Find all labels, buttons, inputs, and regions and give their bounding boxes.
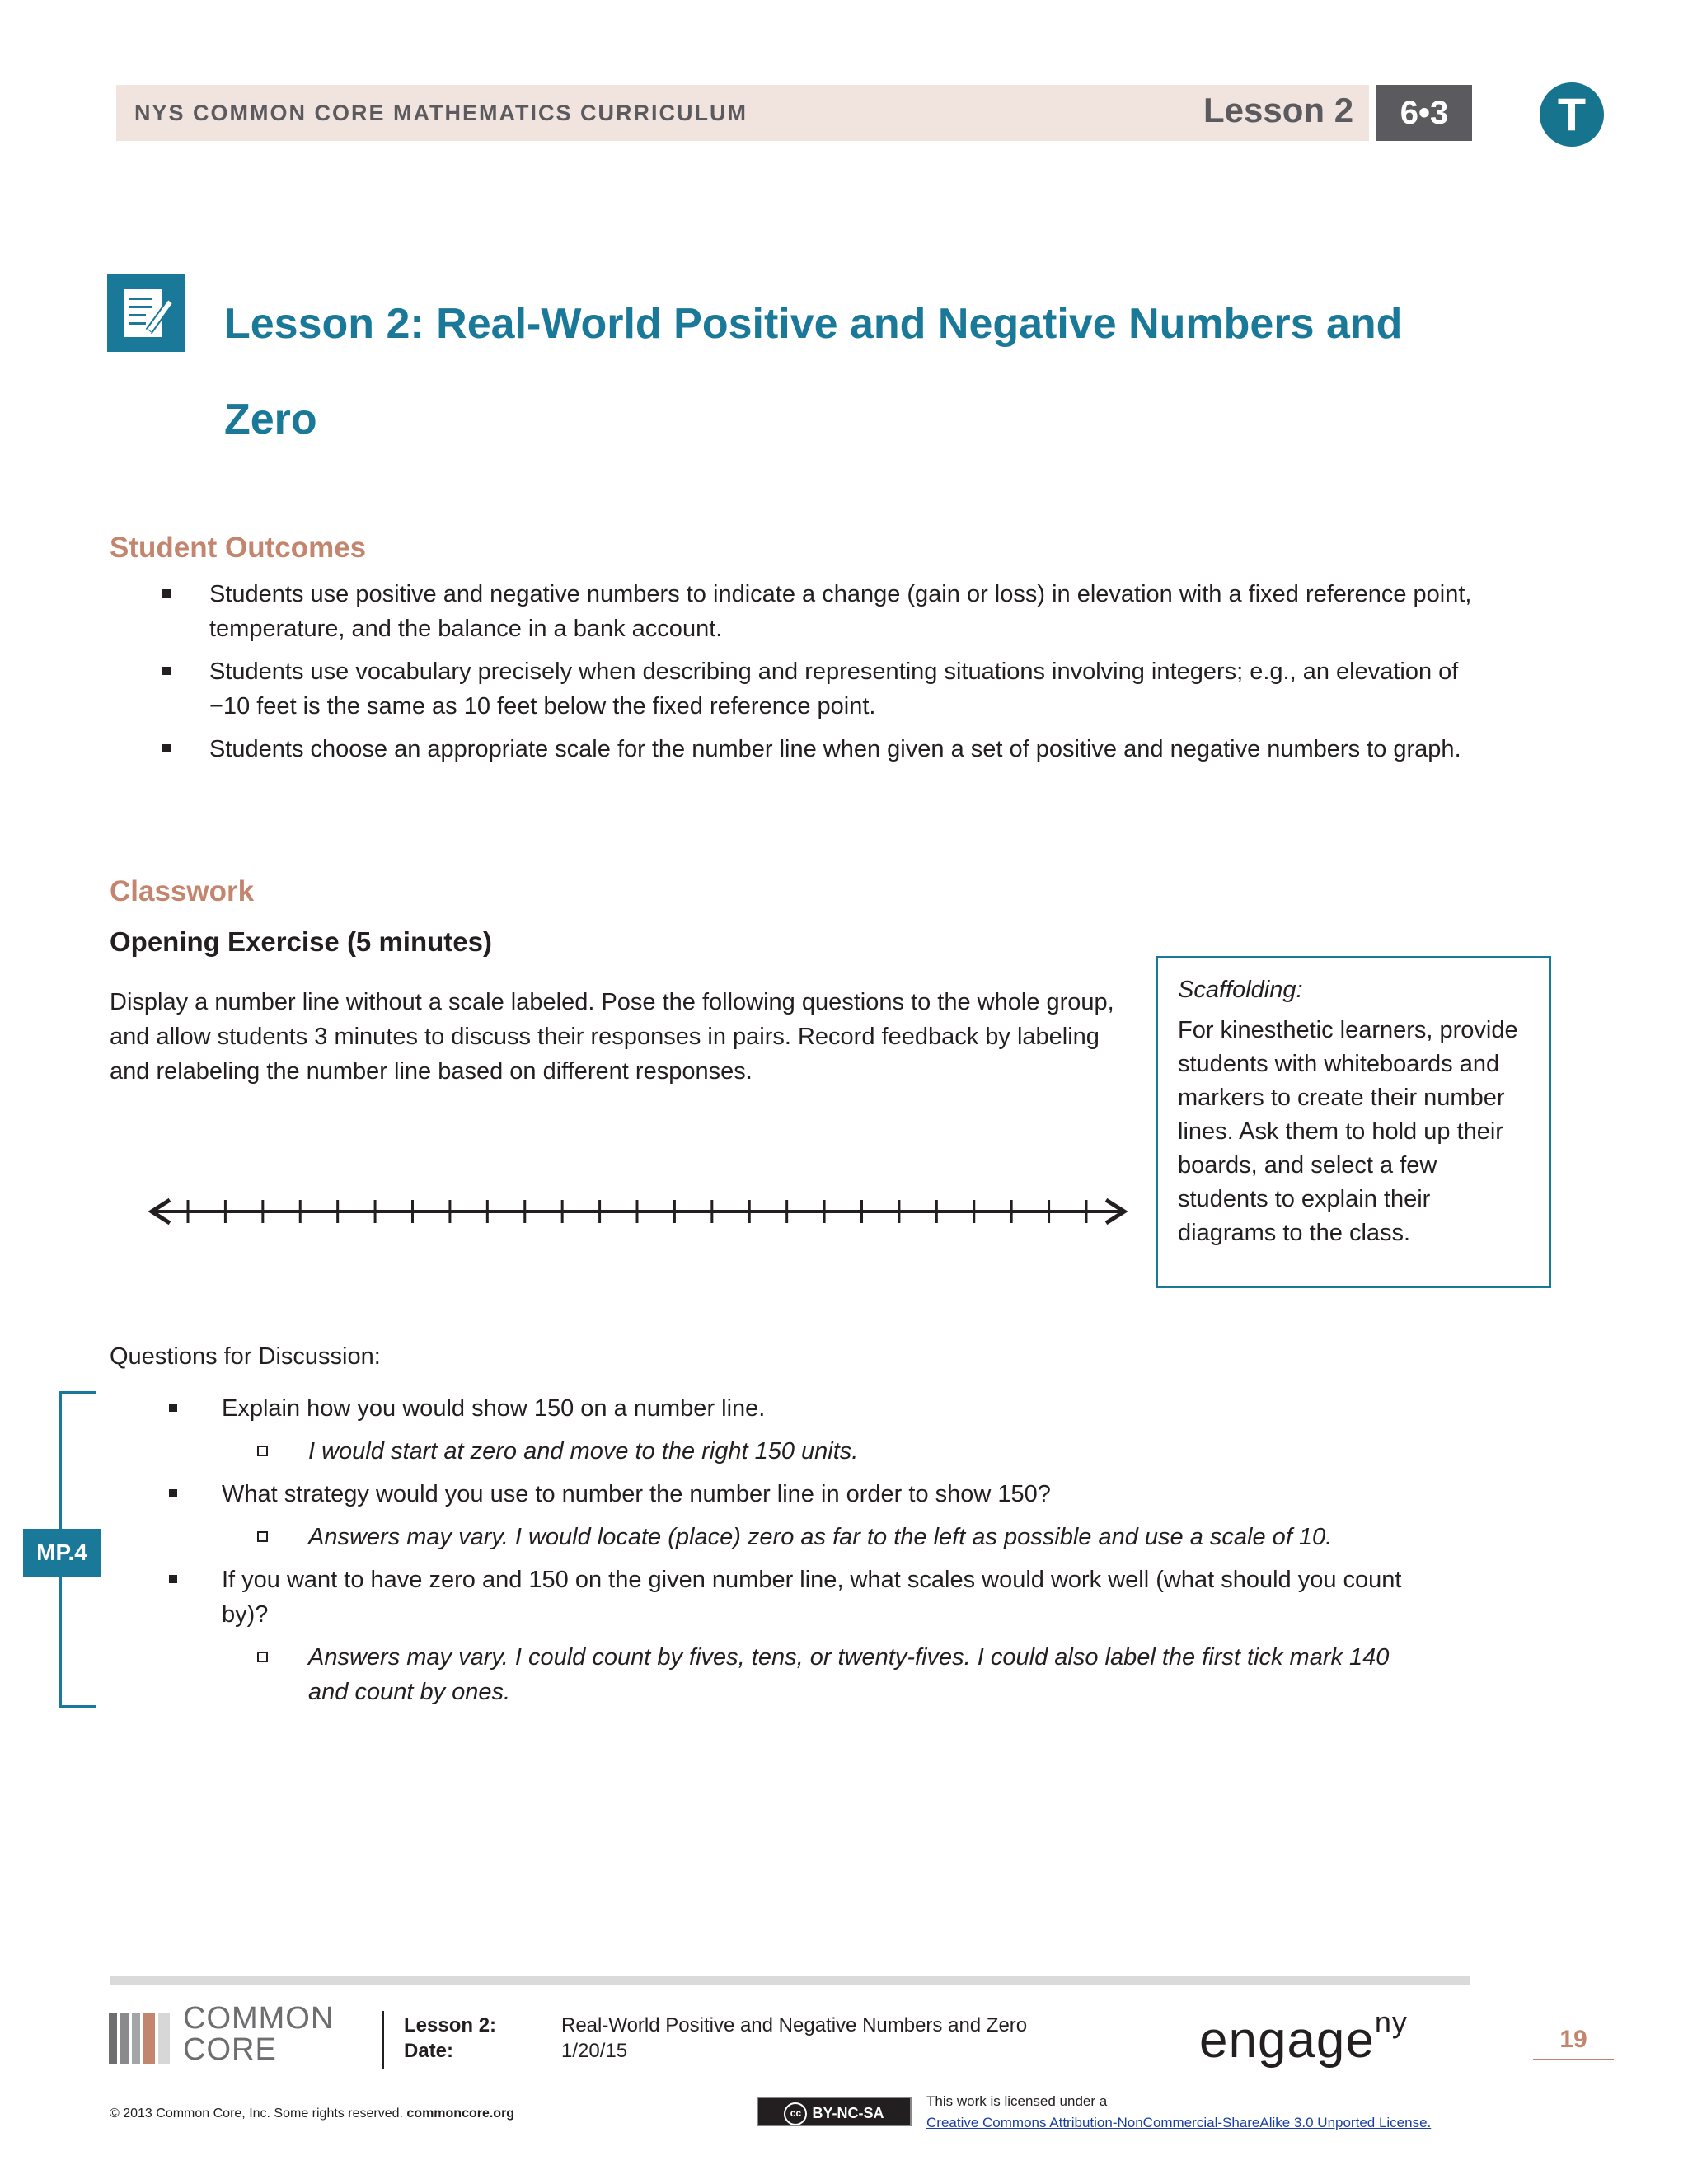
footer-rule <box>110 1976 1470 1985</box>
bullet-icon <box>169 1489 177 1497</box>
module-badge: 6•3 <box>1376 85 1472 141</box>
bullet-icon <box>169 1575 177 1583</box>
footer-labels: Lesson 2: Date: <box>404 2014 497 2062</box>
sub-bullet-icon <box>257 1531 268 1542</box>
page-title: Lesson 2: Real-World Positive and Negative Numbers and Zero <box>224 300 1403 443</box>
footer-divider <box>382 2011 384 2069</box>
bullet-icon <box>162 589 171 598</box>
copyright: © 2013 Common Core, Inc. Some rights reserved. commoncore.org <box>110 2107 515 2121</box>
question: What strategy would you use to number the number line in order to show 150? <box>222 1477 1458 1511</box>
exercise-title: Opening Exercise (5 minutes) <box>110 926 492 957</box>
license-text: This work is licensed under a <box>926 2093 1108 2109</box>
discussion-list <box>222 1391 1458 1709</box>
scaffolding-title: Scaffolding: <box>1178 977 1303 1003</box>
cc-license-badge-icon: cc BY-NC-SA <box>757 2097 912 2126</box>
bullet-icon <box>162 667 171 675</box>
lesson-notebook-icon <box>107 274 185 352</box>
license-link[interactable]: Creative Commons Attribution-NonCommercial-ShareAlike 3.0 Unported License. <box>926 2115 1432 2130</box>
sub-bullet-icon <box>257 1652 268 1662</box>
curriculum-title: NYS COMMON CORE MATHEMATICS CURRICULUM <box>134 101 748 125</box>
header-lesson: Lesson 2 <box>1203 91 1354 129</box>
answer: Answers may vary. I could count by fives, tens, or twenty-fives. I could also label the first tick mark 140 and count by ones. <box>308 1640 1404 1709</box>
common-core-logo-icon <box>109 2013 171 2064</box>
sub-bullet-icon <box>257 1446 268 1456</box>
scaffolding-box <box>1156 956 1551 1288</box>
outcomes-heading: Student Outcomes <box>110 532 367 564</box>
bullet-icon <box>162 744 171 752</box>
discussion-heading: Questions for Discussion: <box>110 1343 381 1370</box>
scaffolding-text: For kinesthetic learners, provide students with whiteboards and markers to create their number lines. Ask them to hold up their boards, and select a few students to explain their diagrams to the class. <box>1178 1017 1518 1246</box>
list-item: Students choose an appropriate scale for the number line when given a set of positive and negative numbers to graph. <box>209 732 1479 766</box>
number-line <box>145 1187 1131 1236</box>
answer: Answers may vary. I would locate (place) zero as far to the left as possible and use a scale of 10. <box>308 1520 1458 1554</box>
teacher-badge: T <box>1540 82 1604 147</box>
common-core-logo-text: COMMON CORE <box>183 2001 335 2067</box>
engageny-logo: engage$^{ny}$ <box>1199 2005 1408 2069</box>
page-number: 19 <box>1533 2026 1614 2060</box>
question: Explain how you would show 150 on a number line. <box>222 1391 1458 1426</box>
classwork-heading: Classwork <box>110 875 255 907</box>
answer: I would start at zero and move to the right 150 units. <box>308 1434 1458 1469</box>
question: If you want to have zero and 150 on the given number line, what scales would work well (what should you count by)? <box>222 1563 1433 1632</box>
exercise-intro: Display a number line without a scale labeled. Pose the following questions to the whole group, and allow students 3 minutes to discuss their responses in pairs. Record feedback by labeling and relabeling the number line based on different responses. <box>110 989 1114 1085</box>
list-item: Students use vocabulary precisely when describing and representing situations involving integers; e.g., an elevation of −10 feet is the same as 10 feet below the fixed reference point. <box>209 654 1479 724</box>
mp-label: MP.4 <box>23 1529 101 1577</box>
outcomes-list <box>209 577 1479 766</box>
list-item: Students use positive and negative numbers to indicate a change (gain or loss) in elevation with a fixed reference point, temperature, and the balance in a bank account. <box>209 577 1479 646</box>
bullet-icon <box>169 1404 177 1412</box>
footer-values: Real-World Positive and Negative Numbers and Zero 1/20/15 <box>561 2014 1028 2062</box>
